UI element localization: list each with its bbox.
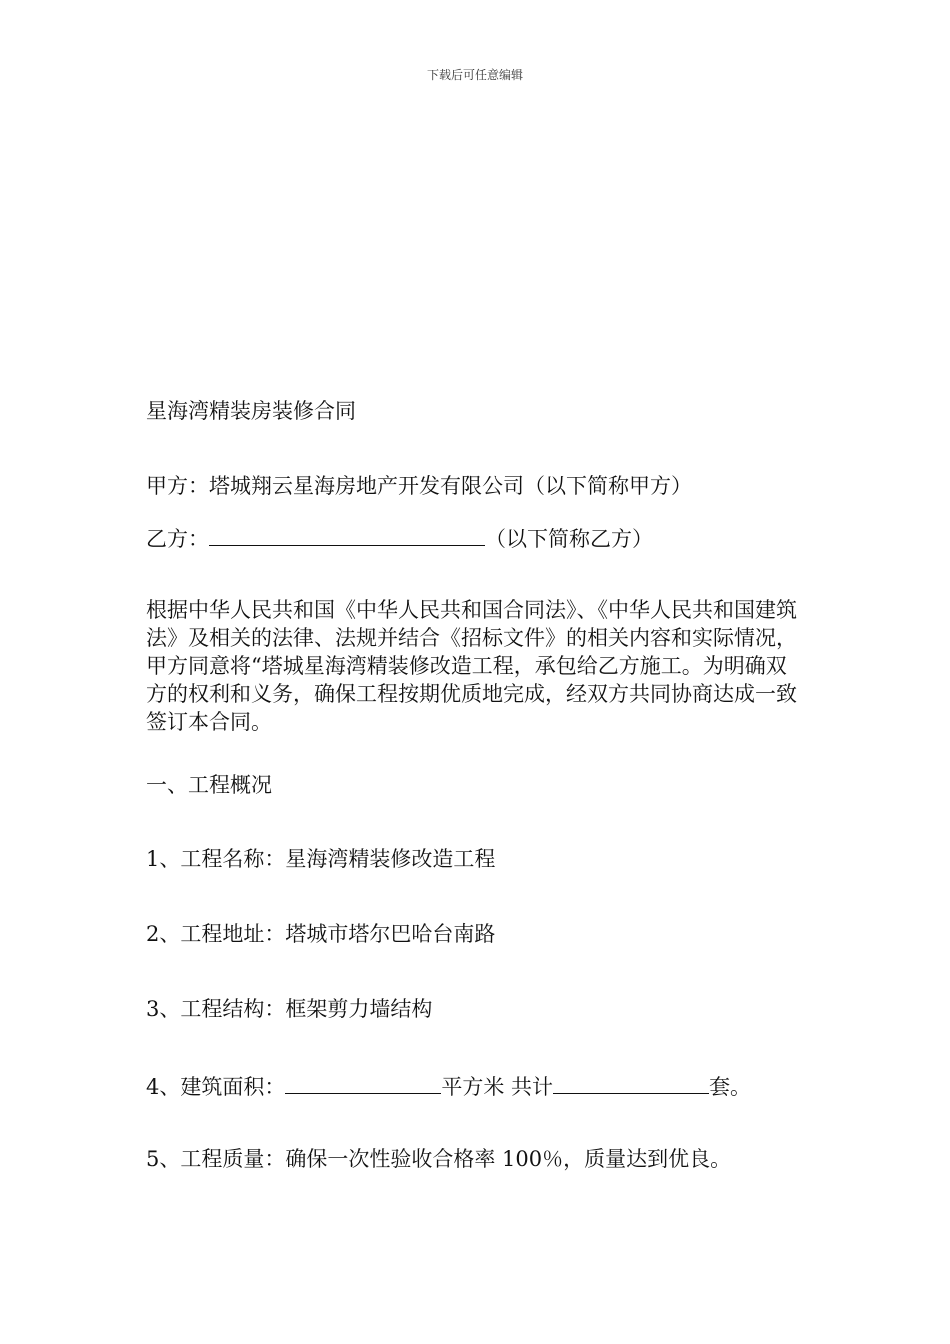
party-b-line (146, 523, 653, 552)
item-project-quality: 5、工程质量：确保一次性验收合格率 100％，质量达到优良。 (146, 1147, 732, 1171)
item-building-area-mid: 平方米 共计 (441, 1075, 554, 1099)
item-project-address: 2、工程地址：塔城市塔尔巴哈台南路 (146, 922, 496, 946)
item-building-area-end: 套。 (709, 1075, 752, 1099)
party-b-blank (209, 523, 485, 546)
item-project-structure: 3、工程结构：框架剪力墙结构 (146, 997, 433, 1021)
header-note: 下载后可任意编辑 (426, 68, 523, 82)
item-building-area (146, 1071, 751, 1100)
section-heading-overview: 一、工程概况 (146, 773, 272, 797)
party-b-suffix: （以下简称乙方） (485, 527, 653, 551)
area-blank (285, 1071, 441, 1094)
item-building-area-label: 4、建筑面积： (146, 1075, 286, 1099)
party-a-line: 甲方：塔城翔云星海房地产开发有限公司（以下简称甲方） (146, 474, 692, 498)
document-title: 星海湾精装房装修合同 (146, 399, 356, 423)
preamble-paragraph: 根据中华人民共和国《中华人民共和国合同法》、《中华人民共和国建筑法》及相关的法律、法规并结合《招标文件》的相关内容和实际情况，甲方同意将“塔城星海湾精装修改造工程，承包给乙方施工。为明确双方的权利和义务，确保工程按期优质地完成，经双方共同协商达成一致签订本合同。 (146, 598, 797, 734)
party-b-label: 乙方： (146, 527, 209, 551)
count-blank (553, 1071, 709, 1094)
item-project-name: 1、工程名称：星海湾精装修改造工程 (146, 847, 496, 871)
